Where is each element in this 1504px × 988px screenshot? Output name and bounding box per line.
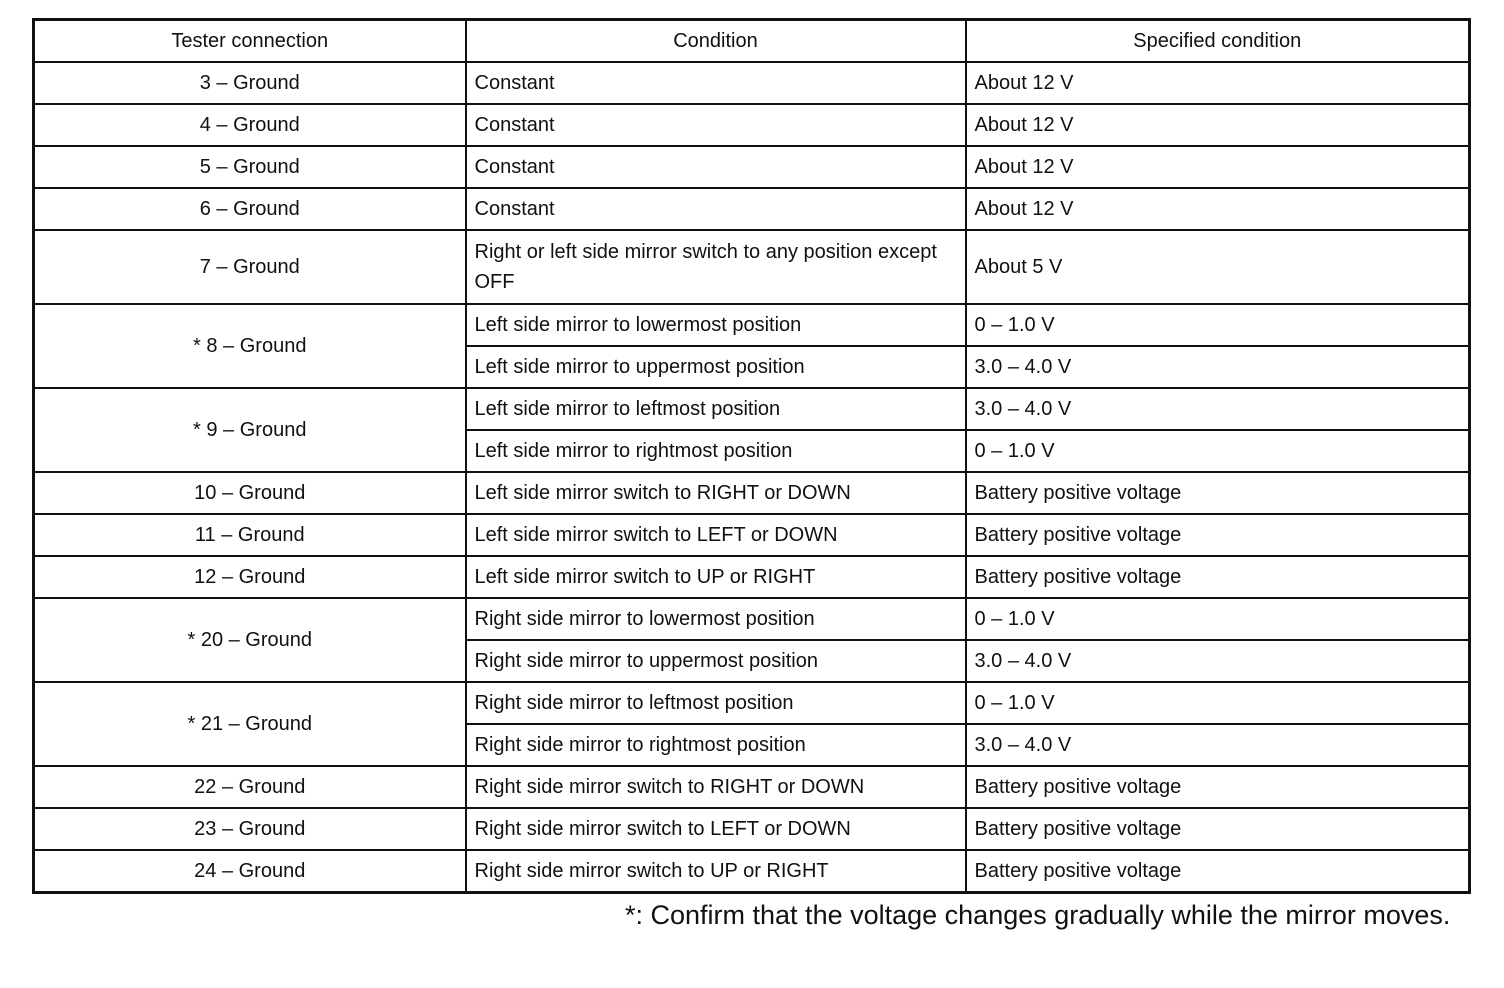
table-row: [34, 682, 1470, 724]
specified-condition-cell: About 5 V: [966, 230, 1470, 304]
condition-cell: Constant: [466, 146, 966, 188]
specified-condition-cell: About 12 V: [966, 146, 1470, 188]
table-row: [34, 472, 1470, 514]
specified-condition-cell: 0 – 1.0 V: [966, 598, 1470, 640]
header-tester-connection: Tester connection: [34, 20, 466, 63]
specified-condition-cell: About 12 V: [966, 188, 1470, 230]
tester-connection-cell: * 8 – Ground: [34, 304, 466, 388]
table-row: [34, 514, 1470, 556]
table-row: [34, 598, 1470, 640]
tester-connection-cell: 5 – Ground: [34, 146, 466, 188]
condition-cell: Left side mirror to lowermost position: [466, 304, 966, 346]
specified-condition-cell: 3.0 – 4.0 V: [966, 346, 1470, 388]
tester-connection-cell: * 20 – Ground: [34, 598, 466, 682]
condition-cell: Right side mirror switch to UP or RIGHT: [466, 850, 966, 893]
footnote: *: Confirm that the voltage changes gradually while the mirror moves.: [625, 900, 1451, 930]
table-row: [34, 808, 1470, 850]
tester-connection-cell: 12 – Ground: [34, 556, 466, 598]
table-body: [34, 62, 1470, 893]
condition-cell: Constant: [466, 188, 966, 230]
condition-cell: Left side mirror switch to UP or RIGHT: [466, 556, 966, 598]
specified-condition-cell: 3.0 – 4.0 V: [966, 388, 1470, 430]
specified-condition-cell: 3.0 – 4.0 V: [966, 640, 1470, 682]
table-row: [34, 304, 1470, 346]
condition-cell: Right side mirror to uppermost position: [466, 640, 966, 682]
specified-condition-cell: Battery positive voltage: [966, 850, 1470, 893]
table-row: [34, 388, 1470, 430]
specified-condition-cell: Battery positive voltage: [966, 472, 1470, 514]
specified-condition-cell: Battery positive voltage: [966, 766, 1470, 808]
condition-cell: Left side mirror switch to RIGHT or DOWN: [466, 472, 966, 514]
specified-condition-cell: Battery positive voltage: [966, 556, 1470, 598]
table-header-row: [34, 20, 1470, 63]
tester-connection-cell: 6 – Ground: [34, 188, 466, 230]
table-row: [34, 146, 1470, 188]
condition-cell: Right side mirror to leftmost position: [466, 682, 966, 724]
tester-connection-cell: 3 – Ground: [34, 62, 466, 104]
tester-connection-cell: * 9 – Ground: [34, 388, 466, 472]
tester-connection-cell: 11 – Ground: [34, 514, 466, 556]
specified-condition-cell: 0 – 1.0 V: [966, 304, 1470, 346]
tester-connection-table-container: [32, 18, 1468, 894]
condition-cell: Right side mirror switch to RIGHT or DOWN: [466, 766, 966, 808]
tester-connection-cell: * 21 – Ground: [34, 682, 466, 766]
specified-condition-cell: 3.0 – 4.0 V: [966, 724, 1470, 766]
condition-cell: Right side mirror to rightmost position: [466, 724, 966, 766]
tester-connection-cell: 24 – Ground: [34, 850, 466, 893]
header-specified-condition: Specified condition: [966, 20, 1470, 63]
specified-condition-cell: About 12 V: [966, 104, 1470, 146]
condition-cell: Left side mirror to uppermost position: [466, 346, 966, 388]
table-row: [34, 556, 1470, 598]
tester-connection-cell: 23 – Ground: [34, 808, 466, 850]
specified-condition-cell: About 12 V: [966, 62, 1470, 104]
condition-cell: Right or left side mirror switch to any position except OFF: [466, 230, 966, 304]
condition-cell: Left side mirror to rightmost position: [466, 430, 966, 472]
table-row: [34, 62, 1470, 104]
condition-cell: Right side mirror switch to LEFT or DOWN: [466, 808, 966, 850]
specified-condition-cell: 0 – 1.0 V: [966, 430, 1470, 472]
table-row: [34, 850, 1470, 893]
header-condition: Condition: [466, 20, 966, 63]
tester-connection-table: [32, 18, 1471, 894]
table-row: [34, 104, 1470, 146]
condition-cell: Right side mirror to lowermost position: [466, 598, 966, 640]
table-row: [34, 766, 1470, 808]
tester-connection-cell: 10 – Ground: [34, 472, 466, 514]
condition-cell: Constant: [466, 104, 966, 146]
specified-condition-cell: 0 – 1.0 V: [966, 682, 1470, 724]
condition-cell: Constant: [466, 62, 966, 104]
table-row: [34, 230, 1470, 304]
specified-condition-cell: Battery positive voltage: [966, 514, 1470, 556]
condition-cell: Left side mirror switch to LEFT or DOWN: [466, 514, 966, 556]
table-row: [34, 188, 1470, 230]
tester-connection-cell: 7 – Ground: [34, 230, 466, 304]
specified-condition-cell: Battery positive voltage: [966, 808, 1470, 850]
tester-connection-cell: 4 – Ground: [34, 104, 466, 146]
condition-cell: Left side mirror to leftmost position: [466, 388, 966, 430]
tester-connection-cell: 22 – Ground: [34, 766, 466, 808]
